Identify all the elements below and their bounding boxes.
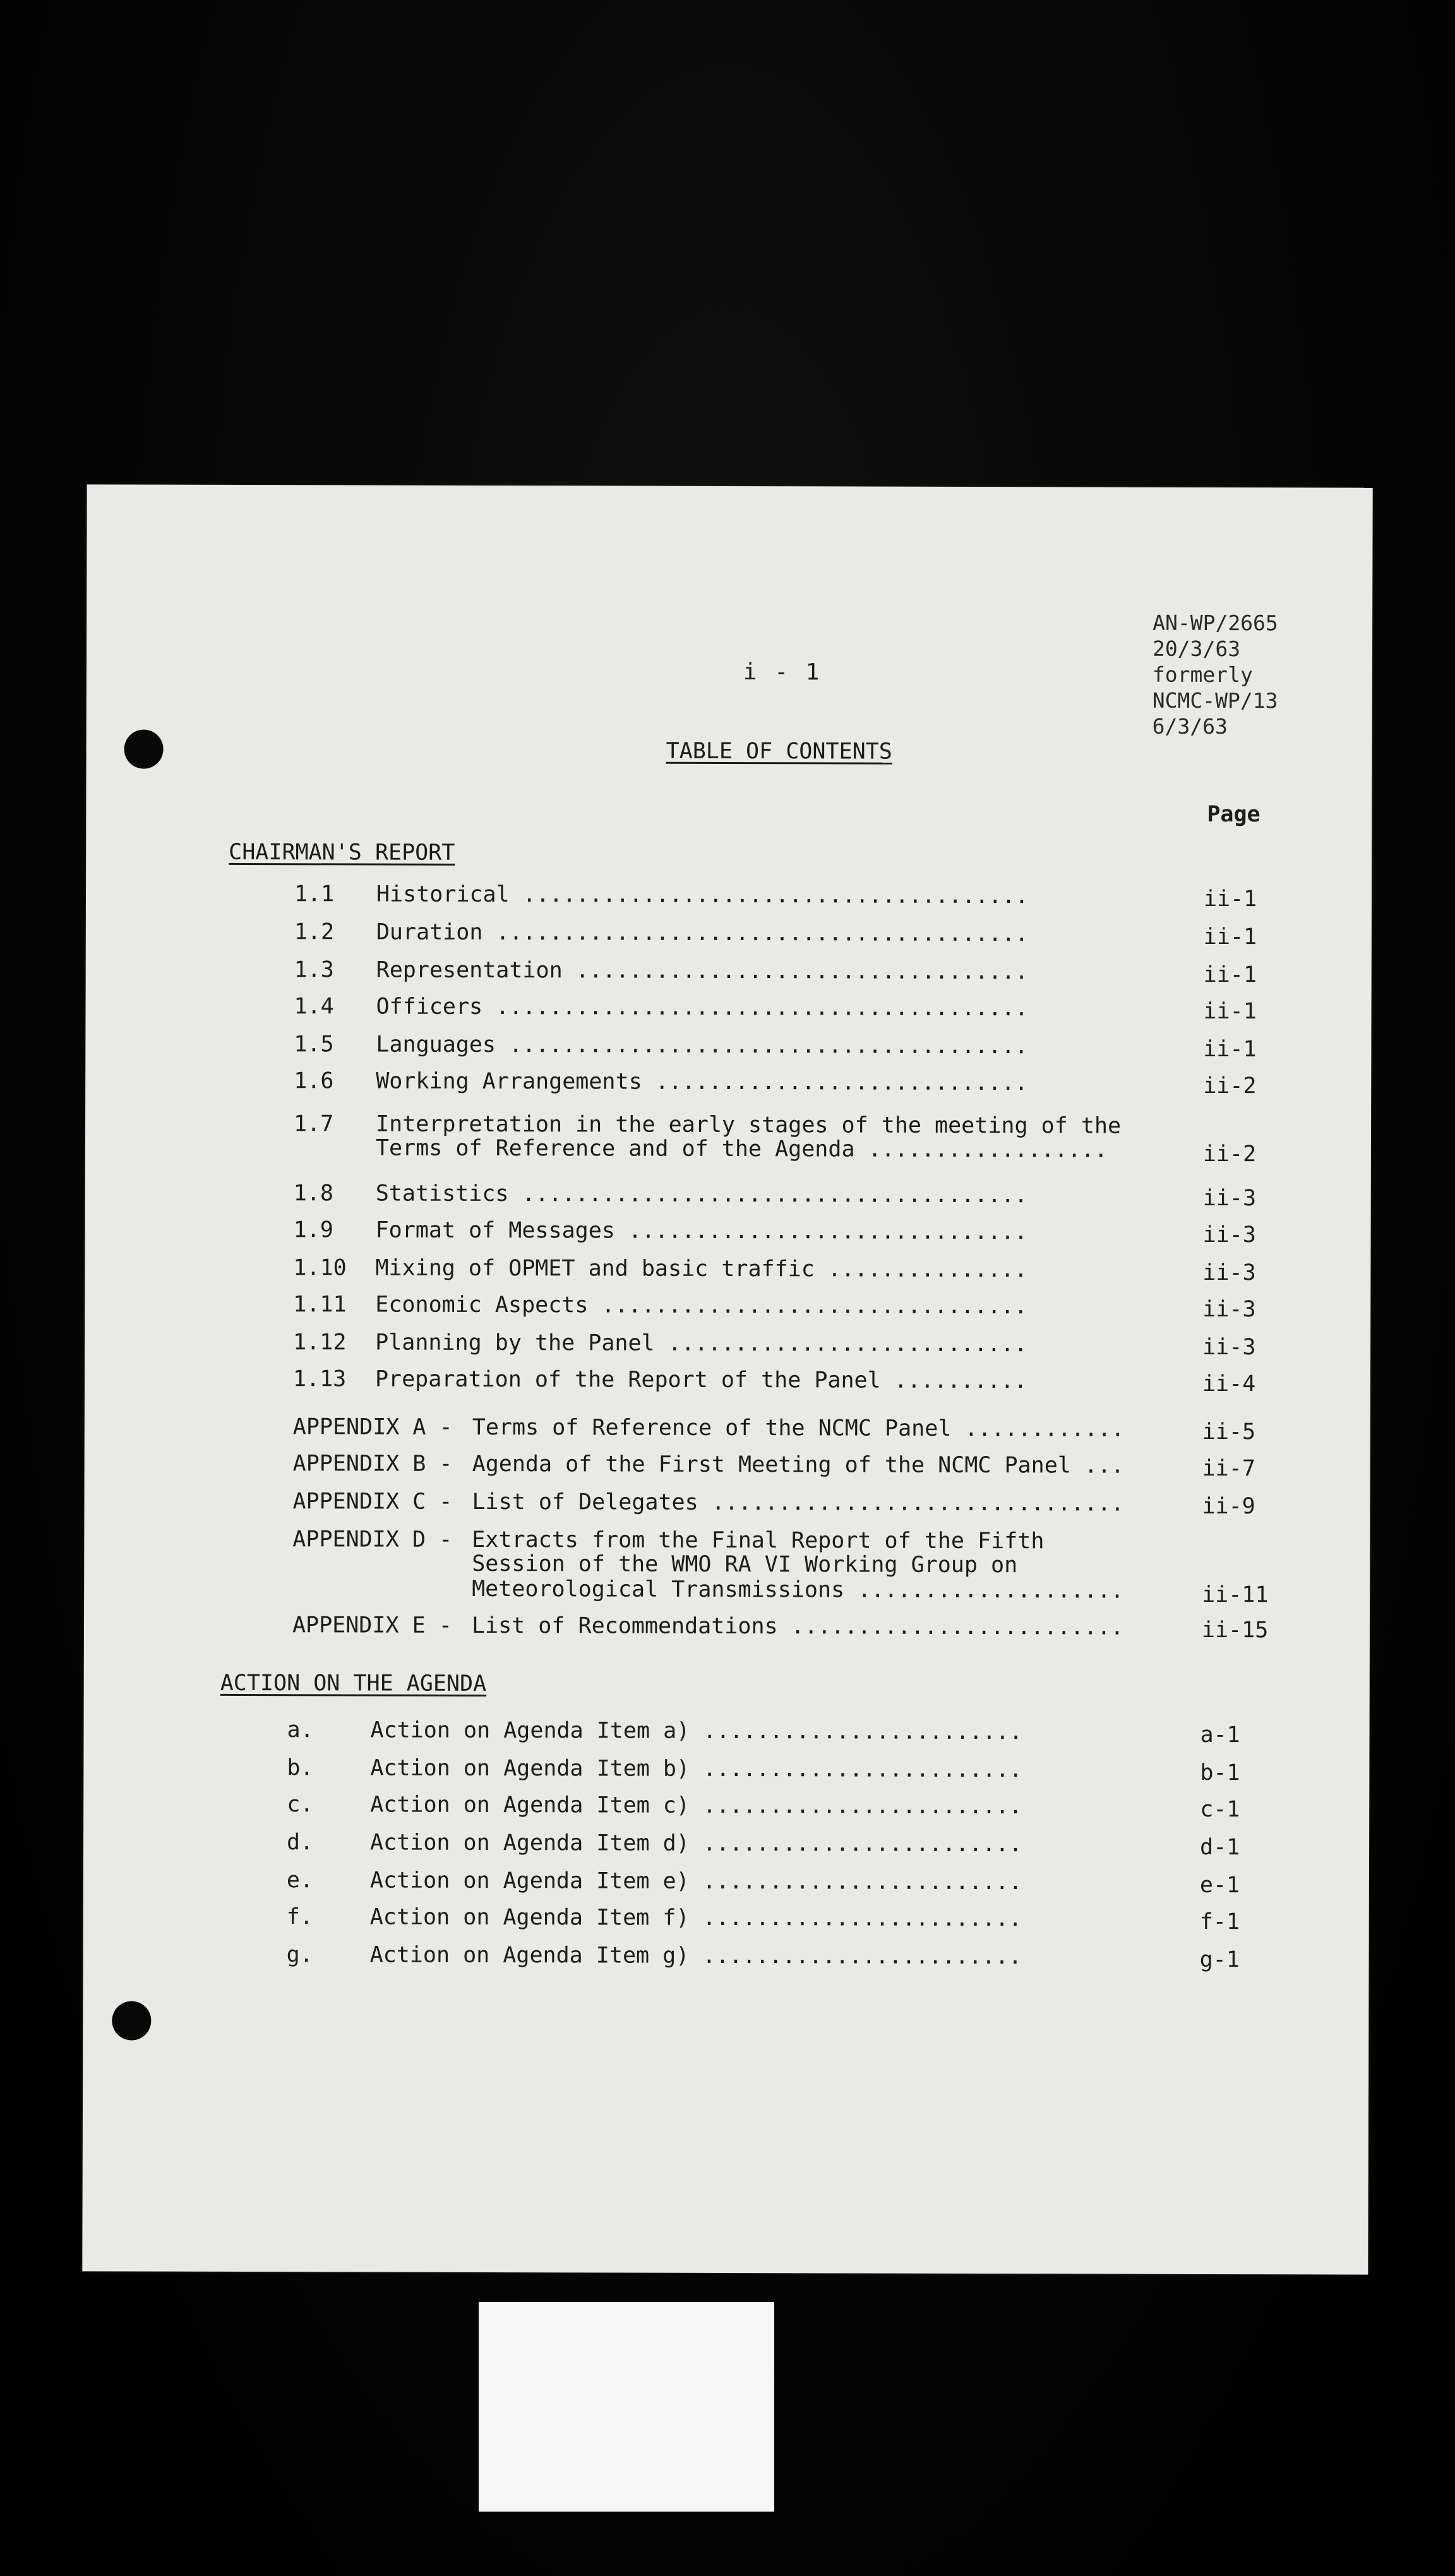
entry-title: Statistics ...................................... (375, 1181, 1028, 1208)
entry-page: ii-2 (1203, 1073, 1257, 1099)
entry-title: Representation .................................. (376, 957, 1029, 985)
entry-title: List of Delegates ............................... (472, 1489, 1125, 1517)
entry-number: APPENDIX C - (292, 1489, 453, 1515)
entry-page: ii-3 (1202, 1296, 1256, 1323)
entry-number: 1.8 (293, 1181, 334, 1207)
entry-page: ii-1 (1203, 1036, 1257, 1063)
entry-number: 1.3 (294, 957, 334, 983)
entry-number: c. (287, 1792, 314, 1818)
entry-number: APPENDIX A - (292, 1414, 453, 1440)
document-page (82, 484, 1372, 2274)
section-heading-chairmans-report: CHAIRMAN'S REPORT (229, 839, 455, 866)
entry-number: 1.2 (294, 919, 335, 945)
entry-title-continued: Meteorological Transmissions .................... (472, 1576, 1124, 1604)
entry-number: b. (287, 1755, 314, 1781)
page-number: i - 1 (743, 659, 822, 686)
entry-number: e. (286, 1868, 314, 1893)
section-heading-action-on-agenda: ACTION ON THE AGENDA (220, 1670, 487, 1697)
entry-page: c-1 (1200, 1796, 1240, 1823)
reference-line: formerly (1152, 662, 1253, 688)
entry-page: ii-7 (1202, 1455, 1255, 1482)
entry-number: APPENDIX D - (292, 1527, 453, 1553)
entry-page: ii-4 (1202, 1371, 1256, 1397)
entry-number: 1.13 (292, 1366, 347, 1392)
entry-title: Preparation of the Report of the Panel .......... (374, 1366, 1027, 1394)
entry-title: Action on Agenda Item a) ........................ (370, 1717, 1023, 1745)
entry-number: 1.7 (294, 1111, 334, 1137)
entry-page: a-1 (1200, 1722, 1240, 1748)
entry-title: Terms of Reference of the NCMC Panel ............ (472, 1414, 1125, 1442)
entry-page: ii-5 (1202, 1419, 1256, 1445)
entry-title: Working Arrangements ............................ (376, 1068, 1028, 1096)
entry-title: Action on Agenda Item c) ........................ (370, 1792, 1022, 1820)
page-title: TABLE OF CONTENTS (666, 738, 892, 765)
entry-page: ii-15 (1201, 1617, 1269, 1643)
entry-title: Extracts from the Final Report of the Fifth (472, 1527, 1045, 1554)
entry-number: f. (286, 1904, 313, 1930)
entry-page: ii-3 (1202, 1222, 1256, 1248)
reference-line: 6/3/63 (1152, 713, 1228, 739)
entry-page: ii-1 (1203, 886, 1257, 912)
blank-film-frame (479, 2302, 774, 2512)
entry-title-continued: Terms of Reference and of the Agenda .................. (375, 1135, 1108, 1163)
entry-number: 1.6 (294, 1068, 334, 1094)
entry-title: Mixing of OPMET and basic traffic ............... (375, 1255, 1028, 1283)
entry-title: Format of Messages .............................. (375, 1217, 1028, 1245)
reference-line: AN-WP/2665 (1153, 610, 1278, 636)
entry-title: Officers ........................................ (376, 994, 1029, 1022)
entry-number: 1.4 (294, 994, 334, 1020)
entry-number: 1.10 (293, 1255, 347, 1281)
punch-hole-top (124, 729, 164, 768)
entry-number: APPENDIX E - (292, 1613, 452, 1638)
entry-page: ii-3 (1202, 1334, 1256, 1361)
entry-page: ii-2 (1202, 1141, 1257, 1167)
entry-title: Action on Agenda Item e) ........................ (369, 1868, 1022, 1895)
entry-page: ii-1 (1203, 962, 1257, 988)
entry-number: 1.5 (294, 1032, 334, 1058)
entry-number: a. (287, 1717, 314, 1743)
entry-title: Action on Agenda Item b) ........................ (370, 1755, 1022, 1783)
entry-page: ii-11 (1202, 1582, 1269, 1608)
entry-title: Action on Agenda Item d) ........................ (370, 1830, 1022, 1857)
entry-page: ii-1 (1203, 998, 1257, 1025)
entry-title: Action on Agenda Item f) ........................ (369, 1904, 1022, 1932)
entry-title: Duration ........................................ (376, 919, 1029, 947)
entry-page: d-1 (1200, 1834, 1240, 1861)
entry-number: 1.1 (294, 881, 335, 907)
entry-page: ii-3 (1202, 1185, 1257, 1212)
entry-page: b-1 (1200, 1760, 1240, 1786)
reference-line: NCMC-WP/13 (1152, 688, 1278, 713)
punch-hole-bottom (112, 2001, 151, 2040)
entry-title: Agenda of the First Meeting of the NCMC Panel ... (472, 1451, 1125, 1479)
entry-title: Languages ....................................... (376, 1032, 1028, 1059)
entry-number: 1.9 (293, 1217, 333, 1243)
entry-page: ii-1 (1203, 924, 1257, 950)
entry-title-continued: Session of the WMO RA VI Working Group on (472, 1551, 1018, 1578)
entry-number: 1.11 (293, 1292, 347, 1318)
entry-title: Historical ...................................... (376, 881, 1029, 909)
entry-title: Interpretation in the early stages of the meeting of the (376, 1111, 1122, 1139)
entry-title: Planning by the Panel ........................... (375, 1330, 1027, 1357)
entry-page: e-1 (1199, 1872, 1240, 1899)
entry-number: g. (286, 1942, 313, 1968)
entry-page: f-1 (1199, 1909, 1240, 1935)
entry-page: ii-9 (1202, 1493, 1255, 1520)
page-column-heading: Page (1207, 801, 1260, 828)
reference-line: 20/3/63 (1152, 636, 1241, 662)
entry-title: List of Recommendations ......................... (471, 1613, 1124, 1640)
entry-number: 1.12 (293, 1330, 347, 1356)
entry-title: Economic Aspects ................................ (375, 1292, 1027, 1320)
document-reference (1153, 610, 1278, 740)
entry-title: Action on Agenda Item g) ........................ (369, 1942, 1022, 1970)
entry-number: d. (287, 1830, 314, 1856)
entry-page: g-1 (1199, 1947, 1240, 1973)
entry-number: APPENDIX B - (292, 1451, 453, 1477)
entry-page: ii-3 (1202, 1260, 1256, 1286)
